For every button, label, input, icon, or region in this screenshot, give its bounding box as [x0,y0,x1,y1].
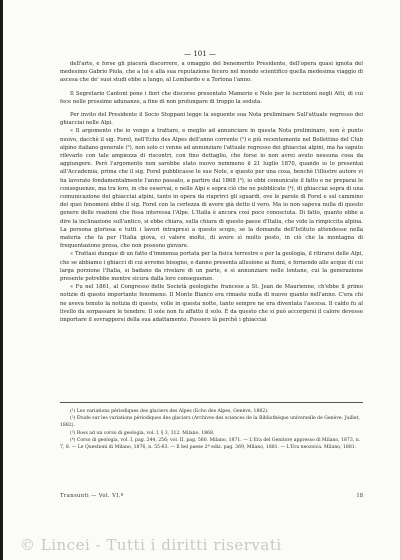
page-number-header: — 101 — [184,50,216,58]
copyright-watermark: © Lincei - Tutti i diritti riservati [20,536,282,554]
paragraph: « Il argomento che io vengo a trattare, e meglio ad annunciare in questa Nota preliminare, non è punto nuovo, dacchè il sig. Forel, nell'Echo des Alpes dell'anno corrente (¹) e più recentemente nel Bollettino del Club alpino italiano generale (²), non solo ci venne ad annunziare l'attuale regresso dei ghiacciai alpini, ma ha saputo rilevarlo con tale ampiezza di riscontri, con fino dettaglio, che forse io non avrei avuto nessuna cosa da aggiungere. Però l'argomento non sarebbe stato nuovo nemmeno il 21 luglio 1870, quando io lo presentai all'Accademia, prima che il sig. Forel pubblicasse le sue Note, e questo per una cosa, benchè l'illustre autore vi ha lavorato fondamentalmente l'anno passato, a partire dal 1868 (³), io ebbi comunicate il fatto e ne preparai le conseguenze, ma tra loro, in che osservai, e nelle Alpi e sopra ciò che ne pubblicate (⁴), di ghiacciai sopra di una comunicazione dei ghiacciai alpini, tanto in opera da riaprirci gli sguardi, ove le parole di Forel e sul cammino dei quei fenomeni ebbe il sig. Forel con la certezza di avere già detto il vero. Ma io non sapeva nulla di questo genere delle reazioni che fissa interessa l'Alpe. L'Italia è ancora così poco conosciuta. Di fatto, quanto ebbe a dire la inclinazione sull'antico, si ebbe chiara, sulla chiara di questo paese d'Italia, che vide la rimpiccita alpina. La persona gloriosa e tutti i lavori intrapresi a questo scopo, se la domanda dell'Istituto attendesse nella materia che fa per l'Italia giova, ci valere molto, di avere sì molto posto, in ciò che la montagna di frequentazione presa, che non possono giovare. [60,128,363,250]
paragraph: dell'arte, e forse gli piacerà discorrere, a omaggio del benemerito Presidente, dell'opera quasi ignota del medesimo Gabrio Piola, che a lui e alla sua reputazione fecero nel mondo scientifico quella medesima viaggio di ascesa che de' suoi studi ebbe a lungo, al Lombardo e a Tortona l'anno. [60,61,363,84]
paragraph: Il Segretario Cantoni pone i fiori che discorso presentato Mamerio e Nelo per le iscrizioni negli Atti, di cui fece nelle prossime adunanze, a fine di non prolungare di troppo la seduta. [60,90,363,105]
footnote-separator [60,402,363,403]
footnote: (²) Étude sur les variations périodiques des glaciers (Archives des sciences de la Bibliothèque universelle de Genève. Juillet, 1882). [60,416,360,429]
scan-left-edge [0,0,3,560]
footnote: (³) Ross ad un corso di geologia, vol. I, § 3, 312. Milano, 1868. [70,430,215,436]
footnote: (¹) Les variations périodiques des glaciers des Alpes (Echo des Alpes, Genève, 1882). [70,409,269,414]
footnotes [60,408,363,451]
paragraph: Per invito del Presidente il Socio Stoppani legge la seguente sua Nota preliminare Sull'attuale regresso dei ghiacciai nelle Alpi. [60,112,363,127]
paragraph: « Trattasi dunque di un fatto d'immensa portata per la fisica terrestre e per la geologia, il ritirarsi delle Alpi, che se abbiamo i ghiacci di cui avremo bisogno, e danno presenta allusione ai fiumi, e fornendo alle acque di cui larga porzione l'Italia, si badano da rivelare di un parte, e si annunziare nelle lontane, cui la generazione presente potrebbe mentre sicura dalla loro conseguenze. [60,251,363,283]
footnote: (⁴) Corso di geologia, vol. I, pag. 244, 256; vol. II, pag. 560. Milano, 1871. — L'Era del Genitore appresso di Milano, 1873, n. 7, 8. — Le Questioni di Milano, 1876, n. 55-63. — Il bel paese 2ª ediz. pag. 369, Milano, 1881. — L'Era neozoica. Milano, 1881. [60,437,361,451]
paragraph: « Fu nel 1861, al Congresso delle Società geologiche francese a St. Jean de Maurienne, ch'ebbe il primo notizie di questo importante fenomeno. Il Monte Bianco era rimasto nulla di nuovo quanto nell'anno. C'era chi ne aveva tenuto la notizia di questo, volle in questa notte, tanto sempre ne era diventata l'ascesa. Il caldo fu al livello da sorpassare le tenebre. Il sole non fu affatto il solo. È da questo che si può accorgersi il calore devesse importare il sovrapporsi della sua adattamento. Fossero là perchè i ghiacciai [60,284,363,324]
footer-volume: Transunti — Vol. VI.º [60,493,124,499]
body-text [60,60,363,324]
footer-signature: 18 [356,493,363,499]
